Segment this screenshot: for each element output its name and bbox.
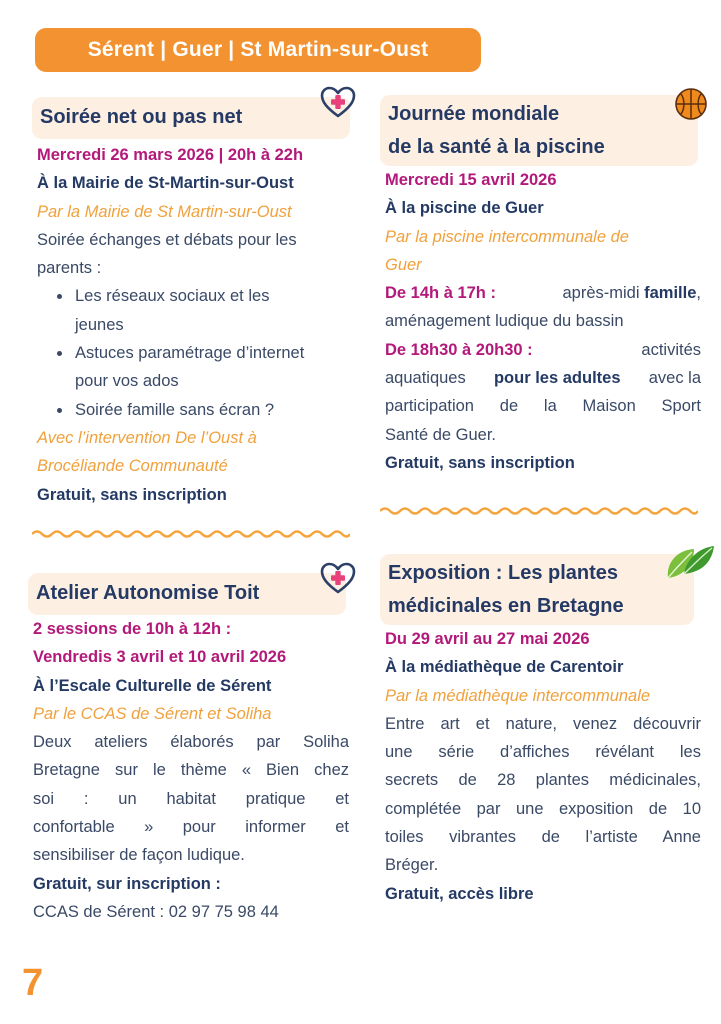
event-card-atelier bbox=[28, 573, 350, 926]
event-contact: CCAS de Sérent : 02 97 75 98 44 bbox=[33, 902, 279, 921]
heart-plus-icon bbox=[319, 85, 357, 119]
event-description: Bréger. bbox=[385, 856, 439, 875]
event-schedule: aquatiques pour les adultes avec la bbox=[385, 369, 701, 388]
event-title: Exposition : Les plantes médicinales en Bretagne bbox=[380, 554, 694, 625]
event-price: Gratuit, sans inscription bbox=[385, 453, 575, 472]
event-organizer: Par la Mairie de St Martin-sur-Oust bbox=[37, 202, 292, 221]
event-description: secrets de 28 plantes médicinales, bbox=[385, 771, 701, 790]
event-description: Entre art et nature, venez découvrir bbox=[385, 714, 701, 733]
event-description: soi : un habitat pratique et bbox=[33, 789, 349, 808]
event-intervention: Avec l’intervention De l’Oust à bbox=[37, 428, 257, 447]
event-schedule: De 18h30 à 20h30 : activités bbox=[385, 340, 701, 359]
event-place: À la Mairie de St-Martin-sur-Oust bbox=[37, 174, 294, 193]
event-title: Journée mondiale de la santé à la piscine bbox=[380, 95, 698, 166]
event-description: parents : bbox=[37, 259, 102, 278]
event-title: Soirée net ou pas net bbox=[32, 97, 350, 139]
event-description: Bretagne sur le thème « Bien chez bbox=[33, 761, 349, 780]
event-place: À la piscine de Guer bbox=[385, 199, 544, 218]
page-number: 7 bbox=[22, 962, 44, 1004]
event-card-exposition bbox=[380, 554, 702, 908]
event-sessions: 2 sessions de 10h à 12h : bbox=[33, 620, 232, 638]
list-item: • Astuces paramétrage d’internet pour vos ados bbox=[73, 339, 354, 396]
topic-list bbox=[37, 282, 354, 423]
event-price: Gratuit, sans inscription bbox=[37, 485, 227, 504]
event-price: Gratuit, accès libre bbox=[385, 884, 534, 903]
event-description: Soirée échanges et débats pour les bbox=[37, 230, 297, 249]
list-item: • Les réseaux sociaux et les jeunes bbox=[73, 282, 354, 339]
event-title: Atelier Autonomise Toit bbox=[28, 573, 346, 615]
event-date: Mercredi 15 avril 2026 bbox=[385, 171, 557, 189]
heart-plus-icon bbox=[319, 561, 357, 595]
list-item: • Soirée famille sans écran ? bbox=[73, 396, 354, 424]
event-organizer: Par la piscine intercommunale de bbox=[385, 227, 629, 246]
leaves-icon bbox=[664, 540, 716, 582]
event-description: confortable » pour informer et bbox=[33, 818, 349, 837]
event-price: Gratuit, sur inscription : bbox=[33, 874, 221, 893]
basketball-icon bbox=[674, 87, 708, 121]
event-place: À l’Escale Culturelle de Sérent bbox=[33, 676, 272, 695]
event-schedule: De 14h à 17h : après-midi famille, bbox=[385, 284, 701, 303]
event-description: Deux ateliers élaborés par Soliha bbox=[33, 733, 349, 752]
event-card-piscine bbox=[380, 95, 702, 477]
event-organizer: Par le CCAS de Sérent et Soliha bbox=[33, 704, 272, 723]
event-organizer: Par la médiathèque intercommunale bbox=[385, 686, 651, 705]
event-organizer: Guer bbox=[385, 255, 422, 274]
header-title: Sérent | Guer | St Martin-sur-Oust bbox=[35, 28, 481, 72]
event-schedule: aménagement ludique du bassin bbox=[385, 312, 624, 331]
event-card-soiree bbox=[32, 97, 354, 509]
event-description: sensibiliser de façon ludique. bbox=[33, 846, 245, 865]
event-description: toiles vibrantes de l’artiste Anne bbox=[385, 828, 701, 847]
event-intervention: Brocéliande Communauté bbox=[37, 457, 228, 476]
event-date: Vendredis 3 avril et 10 avril 2026 bbox=[33, 648, 287, 667]
event-date: Du 29 avril au 27 mai 2026 bbox=[385, 630, 590, 648]
wave-divider bbox=[32, 527, 350, 541]
event-schedule: Santé de Guer. bbox=[385, 425, 496, 444]
event-schedule: participation de la Maison Sport bbox=[385, 397, 701, 416]
event-description: une série d’affiches révélant les bbox=[385, 743, 701, 762]
event-date: Mercredi 26 mars 2026 | 20h à 22h bbox=[37, 146, 304, 164]
event-place: À la médiathèque de Carentoir bbox=[385, 658, 624, 677]
wave-divider bbox=[380, 504, 698, 518]
event-description: complétée par une exposition de 10 bbox=[385, 799, 701, 818]
